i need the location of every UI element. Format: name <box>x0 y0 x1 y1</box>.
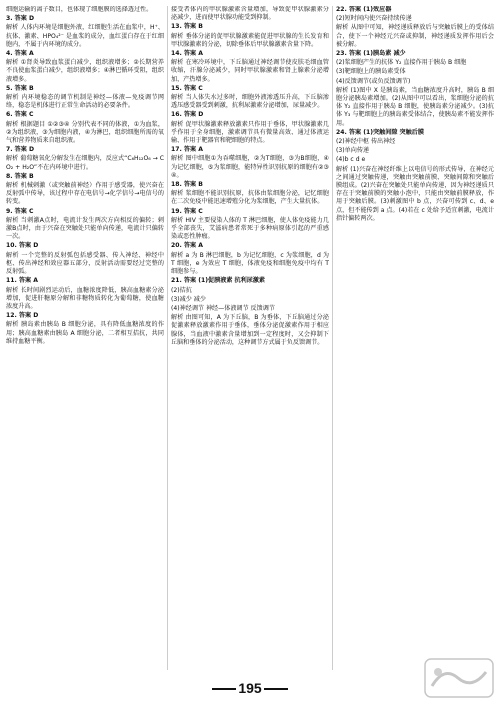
answer-line: 20. 答案 A <box>171 242 203 250</box>
answer-line: 8. 答案 B <box>6 172 34 180</box>
answer-line: 解析 浆细胞不能识别抗原，抗体由浆细胞分泌，记忆细胞在二次免疫中能迅速增殖分化为浆细胞，产生大量抗体。 <box>171 190 329 206</box>
answer-line: 19. 答案 C <box>171 207 203 215</box>
answer-line: 解析 一个完整的反射弧包括感受器、传入神经、神经中枢、传出神经和效应器五部分，反射活动需要经过完整的反射弧。 <box>6 251 164 276</box>
answer-line: 解析 当刺激A点时，电流计发生两次方向相反的偏转；刺激B点时，由于兴奋在突触处只能单向传递，电流计只偏转一次。 <box>6 216 164 241</box>
answer-line: 接受者体内的甲状腺激素含量增加，导致促甲状腺激素分泌减少，进而使甲状腺功能受到抑制。 <box>171 6 329 22</box>
answer-line: (4)b c d e <box>336 156 366 164</box>
answer-line: 解析 胰岛素由胰岛 B 细胞分泌，具有降低血糖浓度的作用；胰高血糖素由胰岛 A 细胞分泌，二者相互拮抗，共同维持血糖平衡。 <box>6 321 164 345</box>
answer-line: 4. 答案 A <box>6 50 34 58</box>
answer-line: 解析 图中细胞①为吞噬细胞，②为T细胞，③为B细胞，④为记忆细胞，⑤为浆细胞，能特异性识别抗原的细胞有②③④。 <box>171 155 329 179</box>
answer-line: 解析 垂体分泌的促甲状腺激素能促进甲状腺的生长发育和甲状腺激素的分泌，切除垂体后甲状腺激素含量下降。 <box>171 32 329 48</box>
answer-line: 解析 a 为 B 淋巴细胞，b 为记忆细胞，c 为浆细胞，d 为 T 细胞，e 为效应 T 细胞，体液免疫和细胞免疫中均有 T 细胞参与。 <box>171 251 329 276</box>
answer-line: 17. 答案 A <box>171 146 203 154</box>
answer-line: 16. 答案 D <box>171 111 204 119</box>
answer-line: 解析 在寒冷环境中，下丘脑通过神经调节使皮肤毛细血管收缩，汗腺分泌减少，同时甲状腺激素和肾上腺素分泌增加，产热增多。 <box>171 59 329 83</box>
answer-line: 24. 答案 (1)突触间隙 突触后膜 <box>336 128 424 136</box>
column-divider <box>332 6 333 670</box>
answer-line: 解析 长时间剧烈运动后，血糖浓度降低，胰高血糖素分泌增加，促进肝糖原分解和非糖物质转化为葡萄糖，使血糖浓度升高。 <box>6 286 164 310</box>
answer-line: 18. 答案 B <box>171 181 203 189</box>
answer-line: 解析 根据题目 ①②③④ 分别代表不同的体液，①为血浆，②为组织液，③为细胞内液，④为淋巴，组织细胞所需的氧气和营养物质来自组织液。 <box>6 120 164 145</box>
answer-column-2 <box>171 6 329 670</box>
answer-line: 解析 (1)图中 X 是胰岛素，当血糖浓度升高时，胰岛 B 细胞分泌胰岛素增加。(2)从图中可以看出，浆细胞分泌的抗体 Y₂ 直接作用于胰岛 B 细胞，使胰岛素分泌减少。(3)抗体 Y₃ 与靶细胞上的胰岛素受体结合，使胰岛素不能发挥作用。 <box>336 86 494 127</box>
answer-line: (3)靶细胞上的胰岛素受体 <box>336 68 406 76</box>
answer-line: 解析 人体内环境是细胞外液，红细胞生活在血浆中，H⁺、抗体、激素、HPO₄²⁻ 是血浆的成分，血红蛋白存在于红细胞内，不属于内环境的成分。 <box>6 24 164 48</box>
answer-column-1 <box>6 6 164 670</box>
answer-line: 6. 答案 C <box>6 111 34 119</box>
answer-line: 10. 答案 D <box>6 242 39 250</box>
answer-line: 12. 答案 D <box>6 312 39 320</box>
answer-line: 7. 答案 D <box>6 146 35 154</box>
answer-line: (4)反馈调节(或负反馈调节) <box>336 77 411 85</box>
answer-line: 13. 答案 B <box>171 23 203 31</box>
answer-column-3 <box>336 6 494 670</box>
answer-line: (3)单向传递 <box>336 147 370 155</box>
answer-line: 解析 (1)兴奋在神经纤维上以电信号的形式传导，在神经元之间通过突触传递，突触由突触前膜、突触间隙和突触后膜组成。(2)兴奋在突触处只能单向传递，因为神经递质只存在于突触前膜的突触小泡中，只能由突触前膜释放，作用于突触后膜。(3)刺激图中 b 点，兴奋可传到 c、d、e 点，但不能传到 a 点。(4)若在 c 处给予适宜刺激，电流计指针偏转两次。 <box>336 165 494 222</box>
answer-line: 解析 当人体失水过多时，细胞外液渗透压升高，下丘脑渗透压感受器受到刺激，抗利尿激素分泌增加，尿量减少。 <box>171 94 329 110</box>
answer-line: 解析 从图中可知，神经递质释放后与突触后膜上的受体结合，使下一个神经元兴奋或抑制，神经递质发挥作用后会被分解。 <box>336 24 494 48</box>
answer-line: (2)短时间内使兴奋持续传递 <box>336 15 412 23</box>
column-divider <box>167 6 168 670</box>
answer-line: 11. 答案 A <box>6 277 38 285</box>
answer-line: 解析 由图可知，A 为下丘脑，B 为垂体，下丘脑通过分泌促激素释放激素作用于垂体，垂体分泌促激素作用于相应腺体，当血液中激素含量增加到一定程度时，又会抑制下丘脑和垂体的分泌活动，这种调节方式属于负反馈调节。 <box>171 314 329 346</box>
answer-line: (2)神经中枢 传出神经 <box>336 138 396 146</box>
answer-line: (2)浆细胞产生的抗体 Y₂ 直接作用于胰岛 B 细胞 <box>336 59 467 67</box>
answer-line: 22. 答案 (1)效应器 <box>336 6 392 13</box>
page-number-rule <box>264 688 288 690</box>
answer-line: 14. 答案 A <box>171 50 203 58</box>
watermark-logo <box>424 658 494 698</box>
answer-line: 解析 机械刺激（或突触前神经）作用于感受器，使兴奋在反射弧中传导，该过程中存在电信号→化学信号→电信号的转变。 <box>6 182 164 206</box>
answer-line: 细胞运输的离子数目，也体现了细胞膜的选择透过性。 <box>6 6 153 13</box>
answer-line: 9. 答案 C <box>6 207 34 215</box>
page-number: 195 <box>238 680 262 696</box>
answer-line: 解析 ①肾炎导致血浆蛋白减少，组织液增多；②长期营养不良使血浆蛋白减少，组织液增多；④淋巴循环受阻，组织液增多。 <box>6 59 164 83</box>
answer-line: 5. 答案 B <box>6 84 34 92</box>
answer-line: 3. 答案 D <box>6 15 35 23</box>
answer-line: (4)神经调节 神经—体液调节 反馈调节 <box>171 304 275 312</box>
answer-line: (2)拮抗 <box>171 286 192 294</box>
answer-line: 解析 促甲状腺激素释放激素只作用于垂体，甲状腺激素几乎作用于全身细胞，激素调节具有微量高效、通过体液运输、作用于靶器官和靶细胞的特点。 <box>171 120 329 145</box>
answer-line: 解析 HIV 主要侵染人体的 T 淋巴细胞，使人体免疫能力几乎全部丧失，艾滋病患者常死于多种病原体引起的严重感染或恶性肿瘤。 <box>171 216 329 241</box>
answer-line: 15. 答案 C <box>171 84 203 92</box>
answer-line: 23. 答案 (1)胰岛素 减少 <box>336 50 406 58</box>
answer-line: 21. 答案 (1)促胰液素 抗利尿激素 <box>171 277 266 285</box>
answer-line: 解析 葡萄糖氧化分解发生在细胞内，反应式“C₆H₁₂O₆ → CO₂ + H₂O”不在内环境中进行。 <box>6 155 164 171</box>
answer-line: (3)减少 减少 <box>171 295 206 303</box>
answer-line: 解析 内环境稳态的调节机制是神经—体液—免疫调节网络，稳态是机体进行正常生命活动的必要条件。 <box>6 94 164 110</box>
